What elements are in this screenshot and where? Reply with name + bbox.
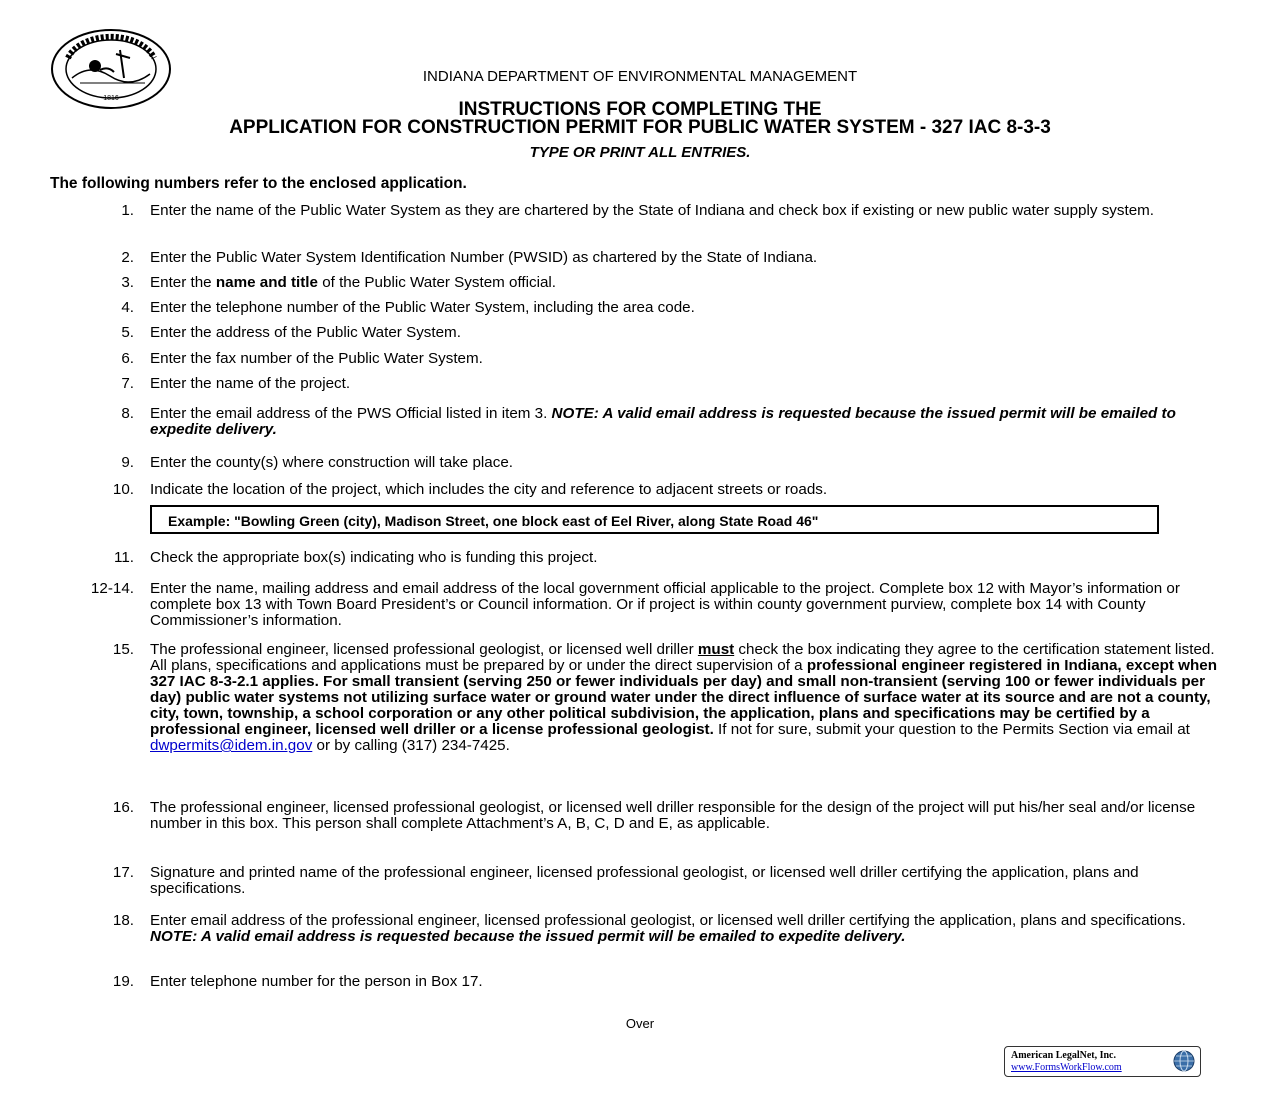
- item-number: 1.: [121, 202, 134, 219]
- permits-email-link[interactable]: dwpermits@idem.in.gov: [150, 737, 313, 754]
- item-text: Enter the name of the Public Water System as they are chartered by the State of Indiana and check box if existing or new public water supply system.: [150, 202, 1155, 219]
- item-number: 7.: [121, 375, 134, 392]
- item-text: Check the appropriate box(s) indicating who is funding this project.: [150, 549, 598, 566]
- item-number: 4.: [121, 299, 134, 316]
- over-label: Over: [625, 1016, 655, 1031]
- item-text: Indicate the location of the project, which includes the city and reference to adjacent streets or roads.: [150, 481, 828, 498]
- agency-name: INDIANA DEPARTMENT OF ENVIRONMENTAL MANAGEMENT: [422, 68, 858, 85]
- item-text: Enter the address of the Public Water System.: [150, 324, 461, 341]
- item-number: 9.: [121, 454, 134, 471]
- item-number: 6.: [121, 350, 134, 367]
- example-text: Example: "Bowling Green (city), Madison Street, one block east of Eel River, along State Road 46": [168, 513, 819, 529]
- item-number: 2.: [121, 249, 134, 266]
- item-number: 19.: [112, 973, 134, 990]
- item-number: 17.: [112, 864, 134, 881]
- logo-url[interactable]: www.FormsWorkFlow.com: [1011, 1062, 1122, 1073]
- item-text: Enter the fax number of the Public Water System.: [150, 350, 483, 367]
- item-text: Enter the name of the project.: [150, 375, 351, 392]
- item-number: 18.: [112, 912, 134, 929]
- intro-text: The following numbers refer to the enclosed application.: [50, 175, 467, 192]
- item-number: 3.: [121, 274, 134, 291]
- item-text: Enter the telephone number of the Public Water System, including the area code.: [150, 299, 695, 316]
- item-number: 12-14.: [90, 580, 134, 597]
- item-number: 16.: [112, 799, 134, 816]
- item-text: The professional engineer, licensed professional geologist, or licensed well driller must check the box indicating they agree to the certification statement listed. All plans, specifications and applications must be prepared by or under the direct supervision of a professional engineer registered in Indiana, except when 327 IAC 8-3-2.1 applies. For small transient (serving 250 or fewer individuals per day) and small non-transient (serving 100 or fewer individuals per day) public water systems not utilizing surface water or ground water under the direct influence of surface water at its source and are not a county, city, town, township, a school corporation or any other political subdivision, the application, plans and specifications may be certified by a professional engineer, licensed well driller or a license professional geologist. If not for sure, submit your question to the Permits Section via email at dwpermits@idem.in.gov or by calling (317) 234-7425.: [150, 641, 1217, 754]
- example-box: [150, 505, 1159, 534]
- item-text: Enter email address of the professional engineer, licensed professional geologist, or licensed well driller certifying the application, plans and specifications. NOTE: A valid email address is requested because the issued permit will be emailed to expedite delivery.: [150, 912, 1186, 945]
- subtitle: TYPE OR PRINT ALL ENTRIES.: [529, 144, 751, 161]
- item-text: Enter the county(s) where construction will take place.: [150, 454, 513, 471]
- item-number: 8.: [121, 405, 134, 422]
- american-legalnet-logo[interactable]: [1004, 1046, 1201, 1077]
- logo-name: American LegalNet, Inc.: [1011, 1050, 1116, 1061]
- globe-icon: [1172, 1049, 1196, 1078]
- item-text: The professional engineer, licensed professional geologist, or licensed well driller responsible for the design of the project will put his/her seal and/or license number in this box. This person shall complete Attachment’s A, B, C, D and E, as applicable.: [150, 799, 1196, 832]
- item-text: Enter telephone number for the person in Box 17.: [150, 973, 483, 990]
- item-number: 11.: [114, 549, 134, 566]
- item-text: Enter the name and title of the Public Water System official.: [150, 274, 557, 291]
- title-line-2: APPLICATION FOR CONSTRUCTION PERMIT FOR PUBLIC WATER SYSTEM - 327 IAC 8-3-3: [229, 117, 1051, 138]
- item-text: Enter the email address of the PWS Official listed in item 3. NOTE: A valid email address is requested because the issued permit will be emailed to expedite delivery.: [150, 405, 1176, 438]
- item-number: 15.: [112, 641, 134, 658]
- item-number: 5.: [121, 324, 134, 341]
- item-number: 10.: [112, 481, 134, 498]
- item-text: Signature and printed name of the professional engineer, licensed professional geologist, or licensed well driller certifying the application, plans and specifications.: [150, 864, 1139, 897]
- item-text: Enter the name, mailing address and email address of the local government official applicable to the project. Complete box 12 with Mayor’s information or complete box 13 with Town Board President’s or Council information. Or if project is within county government purview, complete box 14 with County Commissioner’s information.: [150, 580, 1180, 629]
- svg-text:1816: 1816: [103, 95, 119, 102]
- item-text: Enter the Public Water System Identification Number (PWSID) as chartered by the State of Indiana.: [150, 249, 818, 266]
- title-line-1: INSTRUCTIONS FOR COMPLETING THE: [458, 99, 822, 120]
